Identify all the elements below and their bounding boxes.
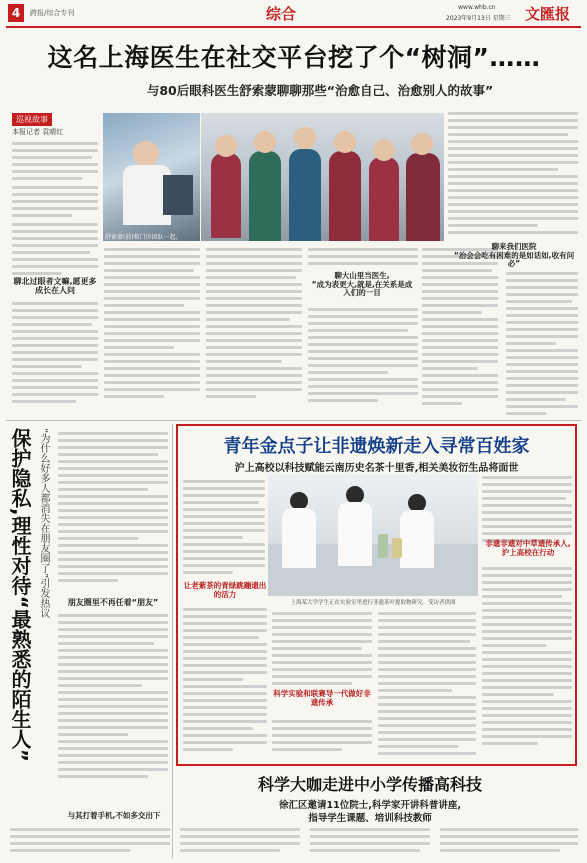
brand-logo: 文匯报 — [525, 5, 571, 23]
lead-text-column-6 — [448, 110, 578, 240]
main-story-text-3 — [272, 610, 372, 760]
lead-text-column-1b — [12, 300, 98, 410]
column-rule — [172, 424, 173, 858]
issue-date: 2023年9月13日 星期三 — [446, 15, 511, 22]
lead-text-column-5 — [422, 246, 498, 416]
main-story-photo — [268, 474, 478, 596]
page-number: 4 — [8, 4, 24, 22]
main-story-text-4 — [378, 610, 476, 760]
lead-headline: 这名上海医生在社交平台挖了个“树洞”…… — [47, 43, 541, 72]
lead-tag: 巡视故事 — [12, 113, 52, 126]
lead-photo-team — [201, 113, 444, 241]
lead-text-column-6b — [506, 270, 578, 420]
header-rule — [6, 26, 581, 28]
left-vertical-kicker: “为什么好多人都消失在朋友圈了”引发热议 — [38, 428, 49, 619]
main-story-text-right-2 — [482, 565, 572, 761]
left-subhead-2: 与其打着手机,不如多交出下 — [67, 811, 161, 820]
bottom-story-title: 科学大咖走进中小学传播高科技 — [257, 775, 482, 794]
lead-subhead-3: 聊来我们医院 “治会会吃有困难的是如话如,收有问必” — [453, 242, 575, 269]
page-header — [0, 0, 587, 26]
bottom-story-subtitle-1: 徐汇区邀请11位院士,科学家开讲科普讲座, — [279, 800, 461, 811]
lead-subhead-1: 聊北过眼者文嘛,愿更多成长在人问 — [13, 277, 97, 296]
main-story-subtitle: 沪上高校以科技赋能云南历史名茶十里香,相关美妆衍生品将面世 — [234, 463, 519, 474]
left-story-text-2 — [58, 612, 168, 792]
section-rule — [6, 420, 581, 421]
lead-photo-caption: 舒索蒙(前)和门诊团队一起。 — [105, 234, 182, 241]
main-subhead-1: 让老紫茶的青绿跳蹦遗出的活力 — [183, 581, 267, 599]
left-subhead-1: 朋友圈里不再任着“朋友” — [67, 598, 159, 607]
website: www.whb.cn — [458, 4, 496, 11]
main-story-text-1 — [183, 478, 265, 578]
main-story-title: 青年金点子让非遗焕新走入寻常百姓家 — [223, 436, 530, 457]
lead-subtitle: 与80后眼科医生舒索蒙聊聊那些“治愈自己、治愈别人的故事” — [146, 83, 494, 98]
lead-subhead-2: 聊大山里当医生, “成为表更大,就是,在关系是成入们的一目 — [311, 271, 413, 298]
left-story-text-3 — [10, 826, 170, 858]
main-story-text-2 — [183, 606, 267, 760]
section-small: 跨报/综合专刊 — [30, 9, 75, 17]
bottom-story-text — [180, 826, 580, 860]
lead-text-column-3 — [206, 246, 302, 416]
left-vertical-title: 保护隐私,理性对待“最熟悉的陌生人” — [8, 428, 32, 762]
bottom-story-subtitle-2: 指导学生课题、培训科技教师 — [308, 813, 432, 824]
main-subhead-3: 非遗非遗对中草遗传承人,沪上高校在行动 — [485, 539, 571, 557]
main-photo-caption: 上海某大学学生正在实验室里进行非遗茶叶提取物研究。受访者供图 — [290, 600, 456, 606]
lead-text-column-4 — [308, 246, 418, 416]
lead-photo-small — [103, 113, 200, 241]
lead-text-column-2 — [104, 246, 200, 416]
main-subhead-2: 科学实验和联赛导一代做好非遗传承 — [273, 689, 371, 707]
lead-byline: 本报记者 袁晴红 — [12, 128, 64, 136]
section-name: 综合 — [266, 5, 297, 23]
